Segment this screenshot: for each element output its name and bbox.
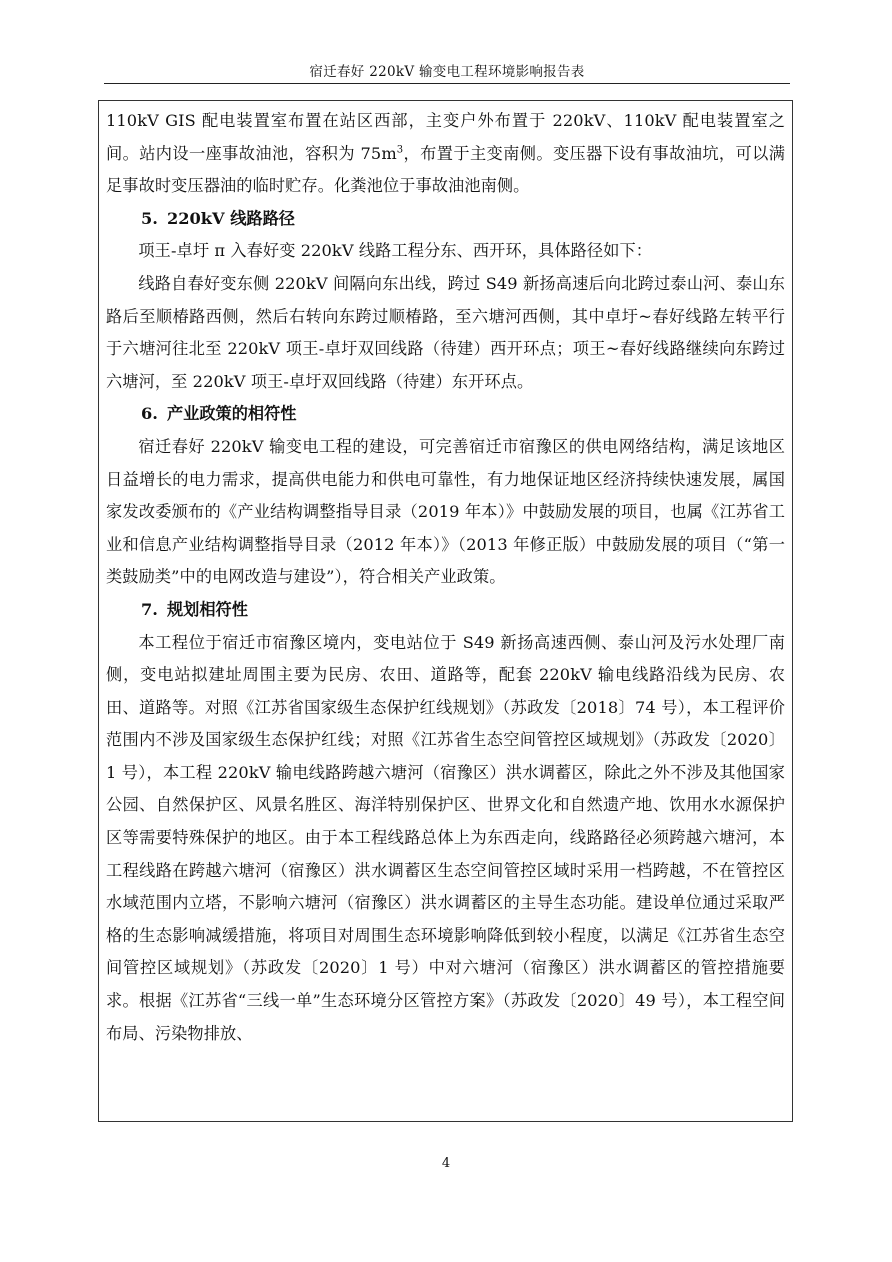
section-5-paragraph-1: 项王-卓圩 π 入春好变 220kV 线路工程分东、西开环，具体路径如下： [138, 241, 653, 261]
intro-paragraph [106, 105, 785, 203]
header-rule [104, 83, 790, 84]
section-6-number: 6. [141, 404, 158, 424]
page-header-title: 宿迁春好 220kV 输变电工程环境影响报告表 [309, 64, 585, 80]
superscript-3: 3 [396, 144, 404, 156]
intro-text-a: 110kV GIS 配电装置室布置在站区西部，主变户外布置于 220kV、110kV 配电装置室之间。站内设一座事故油池，容积为 75m [106, 111, 785, 163]
section-5-number: 5. [141, 208, 158, 228]
section-6-heading [106, 398, 785, 431]
section-5-paragraph-2: 线路自春好变东侧 220kV 间隔向东出线，跨过 S49 新扬高速后向北跨过泰山河、泰山东路后至顺椿路西侧，然后右转向东跨过顺椿路，至六塘河西侧，其中卓圩~春好线路左转平行于六塘河往北至 220kV 项王-卓圩双回线路（待建）西开环点；项王~春好线路继续向东跨过六塘河，至 220kV 项王-卓圩双回线路（待建）东开环点。 [106, 273, 785, 391]
section-6-paragraph-1: 宿迁春好 220kV 输变电工程的建设，可完善宿迁市宿豫区的供电网络结构，满足该地区日益增长的电力需求，提高供电能力和供电可靠性，有力地保证地区经济持续快速发展，属国家发改委颁布的《产业结构调整指导目录（2019 年本）》中鼓励发展的项目，也属《江苏省工业和信息产业结构调整指导目录（2012 年本）》（2013 年修正版）中鼓励发展的项目（“第一类鼓励类”中的电网改造与建设”），符合相关产业政策。 [106, 436, 785, 587]
section-7-paragraph-1: 本工程位于宿迁市宿豫区境内，变电站位于 S49 新扬高速西侧、泰山河及污水处理厂南侧，变电站拟建址周围主要为民房、农田、道路等，配套 220kV 输电线路沿线为民房、农田、道路等。对照《江苏省国家级生态保护红线规划》（苏政发〔2018〕74 号），本工程评价范围内不涉及国家级生态保护红线；对照《江苏省生态空间管控区域规划》（苏政发〔2020〕1 号），本工程 220kV 输电线路跨越六塘河（宿豫区）洪水调蓄区，除此之外不涉及其他国家公园、自然保护区、风景名胜区、海洋特别保护区、世界文化和自然遗产地、饮用水水源保护区等需要特殊保护的地区。由于本工程线路总体上为东西走向，线路路径必须跨越六塘河，本工程线路在跨越六塘河（宿豫区）洪水调蓄区生态空间管控区域时采用一档跨越，不在管控区水域范围内立塔，不影响六塘河（宿豫区）洪水调蓄区的主导生态功能。建设单位通过采取严格的生态影响减缓措施，将项目对周围生态环境影响降低到较小程度，以满足《江苏省生态空间管控区域规划》（苏政发〔2020〕1 号）中对六塘河（宿豫区）洪水调蓄区的管控措施要求。根据《江苏省“三线一单”生态环境分区管控方案》（苏政发〔2020〕49 号），本工程空间布局、污染物排放、 [106, 632, 785, 1043]
section-7-number: 7. [141, 599, 158, 619]
section-5-heading [106, 203, 785, 236]
section-5-title: 220kV 线路路径 [167, 208, 295, 228]
content-table-cell [98, 100, 793, 1122]
page-number: 4 [441, 1156, 451, 1171]
intro-text-b: ，布置于主变南侧。变压器下设有事故油坑，可以满足事故时变压器油的临时贮存。化粪池位于事故油池南侧。 [106, 143, 785, 196]
section-6-title: 产业政策的相符性 [167, 404, 297, 424]
section-7-title: 规划相符性 [167, 599, 248, 619]
section-7-heading [106, 594, 785, 627]
